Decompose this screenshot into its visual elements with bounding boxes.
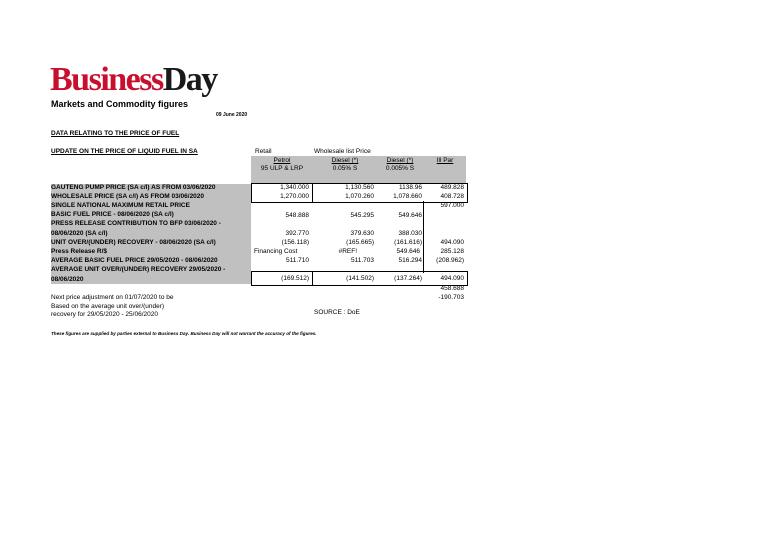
note-line: recovery for 29/05/2020 - 25/06/2020 (51, 311, 158, 318)
row-label: 08/06/2020 (SA c/l) (51, 230, 108, 237)
header-diesel-2 (378, 157, 422, 172)
row-ill-par: 408.728 (440, 193, 464, 200)
row-label: BASIC FUEL PRICE - 08/06/2020 (SA c/l) (51, 211, 174, 218)
row-petrol: 1,340.000 (280, 184, 309, 191)
row-diesel-2: 1,078.660 (393, 193, 422, 200)
wholesale-label: Wholesale list Price (314, 148, 371, 155)
row-label: AVERAGE UNIT OVER/(UNDER) RECOVERY 29/05/2020 - (51, 266, 226, 273)
logo-business: Business (50, 61, 163, 98)
row-diesel-2: 549.646 (396, 248, 420, 255)
header-ill-par (424, 157, 466, 165)
row-diesel-2: 516.294 (398, 257, 422, 264)
row-diesel-2: 1138.96 (398, 184, 422, 191)
row-label: SINGLE NATIONAL MAXIMUM RETAIL PRICE (51, 202, 190, 209)
row-label: WHOLESALE PRICE (SA c/l) AS FROM 03/06/2020 (51, 193, 205, 200)
row-ill-par: 494.090 (440, 239, 464, 246)
petrol-column-divider (312, 183, 313, 203)
row-petrol: 511.710 (285, 257, 309, 264)
header-diesel-2-sub: 0.005% S (385, 164, 415, 172)
row-diesel-1: 545.295 (350, 212, 374, 219)
row-diesel-1: 511.703 (350, 257, 374, 264)
row-ill-par: 285.128 (440, 248, 464, 255)
header-ill-par-label: Ill Par (436, 157, 454, 164)
row-ill-par: 489.828 (440, 184, 464, 191)
row-label: 08/06/2020 (51, 276, 84, 283)
disclaimer: These figures are supplied by parties external to Business Day. Business Day will not warrant the accuracy of the figures. (51, 331, 317, 336)
ill-par-extra: 458.688 (440, 285, 464, 292)
header-diesel-2-label: Diesel (*) (386, 157, 414, 164)
header-petrol-label: Petrol (273, 157, 291, 164)
row-diesel-1: 1,070.260 (345, 193, 374, 200)
header-petrol-sub: 95 ULP & LRP (260, 164, 304, 172)
row-petrol: Financing Cost (254, 248, 298, 255)
note-line: Next price adjustment on 01/07/2020 to be (51, 294, 174, 301)
row-diesel-1: (141.502) (346, 275, 374, 282)
row-label: GAUTENG PUMP PRICE (SA c/l) AS FROM 03/06/2020 (51, 184, 216, 191)
logo-day: Day (162, 61, 217, 98)
retail-label: Retail (255, 148, 272, 155)
page-subtitle: Markets and Commodity figures (51, 99, 189, 109)
row-label: UNIT OVER/(UNDER) RECOVERY - 08/06/2020 (SA c/l) (51, 239, 216, 246)
row-petrol: 392.770 (285, 230, 309, 237)
petrol-column-divider-bottom (312, 271, 313, 285)
row-ill-par: 494.090 (440, 275, 464, 282)
ill-par-extra: -190.703 (438, 294, 464, 301)
row-label: Press Release R/$ (51, 248, 108, 255)
header-petrol (252, 157, 312, 172)
businessday-logo (50, 62, 217, 98)
row-diesel-1: 379.630 (350, 230, 374, 237)
header-diesel-1-label: Diesel (*) (331, 157, 359, 164)
update-title: UPDATE ON THE PRICE OF LIQUID FUEL IN SA (51, 148, 198, 155)
report-date: 09 June 2020 (216, 112, 248, 118)
section-title: DATA RELATING TO THE PRICE OF FUEL (51, 130, 180, 137)
row-diesel-1: (165.665) (346, 239, 374, 246)
row-petrol: 1,270.000 (280, 193, 309, 200)
row-diesel-2: (137.264) (394, 275, 422, 282)
row-diesel-2: (161.616) (394, 239, 422, 246)
row-diesel-2: 549.646 (398, 212, 422, 219)
row-diesel-1: #REF! (338, 248, 357, 255)
header-diesel-1-sub: 0.05% S (332, 164, 358, 172)
row-petrol: (156.118) (281, 239, 309, 246)
row-diesel-2: 388.030 (398, 230, 422, 237)
row-diesel-1: 1,130.560 (345, 184, 374, 191)
note-line: Based on the average unit over/(under) (51, 303, 165, 310)
row-label: AVERAGE BASIC FUEL PRICE 29/05/2020 - 08/06/2020 (51, 257, 218, 264)
row-ill-par: 597.000 (440, 202, 464, 209)
row-ill-par: (208.962) (436, 257, 464, 264)
row-petrol: 548.888 (285, 212, 309, 219)
header-diesel-1 (314, 157, 376, 172)
row-label: PRESS RELEASE CONTRIBUTION TO BFP 03/06/2020 - (51, 220, 221, 227)
source-label: SOURCE : DoE (314, 309, 360, 316)
row-petrol: (169.512) (281, 275, 309, 282)
